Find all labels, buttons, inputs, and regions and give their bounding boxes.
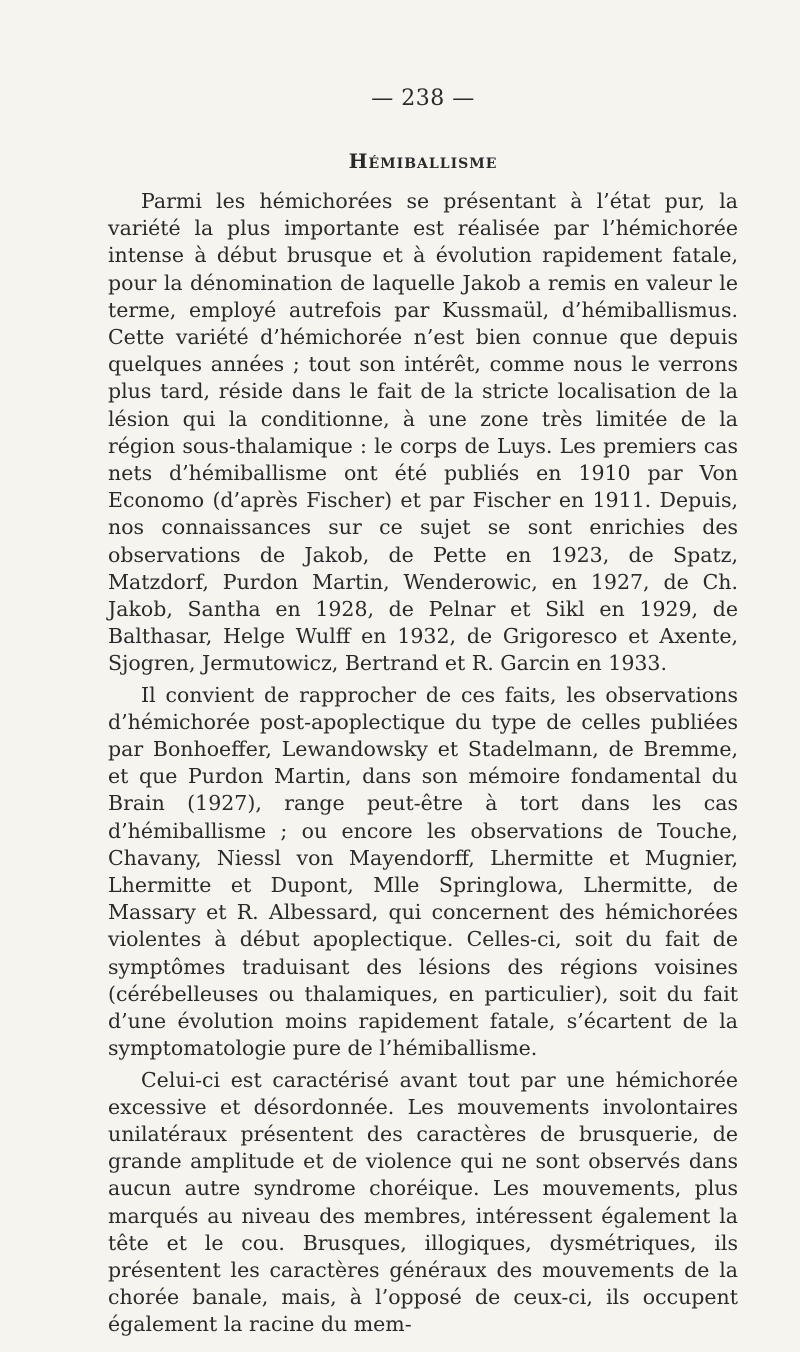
paragraph-3: Celui-ci est caractérisé avant tout par une hémichorée excessive et désordonnée. Les mouvements involontaires unilatéraux présentent des caractères de brusquerie, de grande amplitude et de violence qui ne sont observés dans aucun autre syndrome choréique. Les mouvements, plus marqués au niveau des membres, intéressent également la tête et le cou. Brusques, illogiques, dysmétriques, ils présentent les caractères généraux des mouvements de la chorée banale, mais, à l’opposé de ceux-ci, ils occupent également la racine du mem- [108,1067,738,1337]
section-title: Hémiballisme [348,149,498,173]
page-number: — 238 — [371,86,475,111]
paragraph-2: Il convient de rapprocher de ces faits, les observations d’hémichorée post-apoplectique du type de celles publiées par Bonhoeffer, Lewandowsky et Stadelmann, de Bremme, et que Purdon Martin, dans son mémoire fondamental du Brain (1927), range peut-être à tort dans les cas d’hémiballisme ; ou encore les observations de Touche, Chavany, Niessl von Mayendorff, Lhermitte et Mugnier, Lhermitte et Dupont, Mlle Springlowa, Lhermitte, de Massary et R. Albessard, qui concernent des hémichorées violentes à début apoplectique. Celles-ci, soit du fait de symptômes traduisant des lésions des régions voisines (cérébelleuses ou thalamiques, en particulier), soit du fait d’une évolution moins rapidement fatale, s’écartent de la symptomatologie pure de l’hémiballisme. [108,682,738,1061]
paragraph-1: Parmi les hémichorées se présentant à l’état pur, la variété la plus importante est réalisée par l’hémichorée intense à début brusque et à évolution rapidement fatale, pour la dénomination de laquelle Jakob a remis en valeur le terme, employé autrefois par Kussmaül, d’hémiballismus. Cette variété d’hémichorée n’est bien connue que depuis quelques années ; tout son intérêt, comme nous le verrons plus tard, réside dans le fait de la stricte localisation de la lésion qui la conditionne, à une zone très limitée de la région sous-thalamique : le corps de Luys. Les premiers cas nets d’hémiballisme ont été publiés en 1910 par Von Economo (d’après Fischer) et par Fischer en 1911. Depuis, nos connaissances sur ce sujet se sont enrichies des observations de Jakob, de Pette en 1923, de Spatz, Matzdorf, Purdon Martin, Wenderowic, en 1927, de Ch. Jakob, Santha en 1928, de Pelnar et Sikl en 1929, de Balthasar, Helge Wulff en 1932, de Grigoresco et Axente, Sjogren, Jermutowicz, Bertrand et R. Garcin en 1933. [108,189,738,676]
body-text [108,188,738,1339]
